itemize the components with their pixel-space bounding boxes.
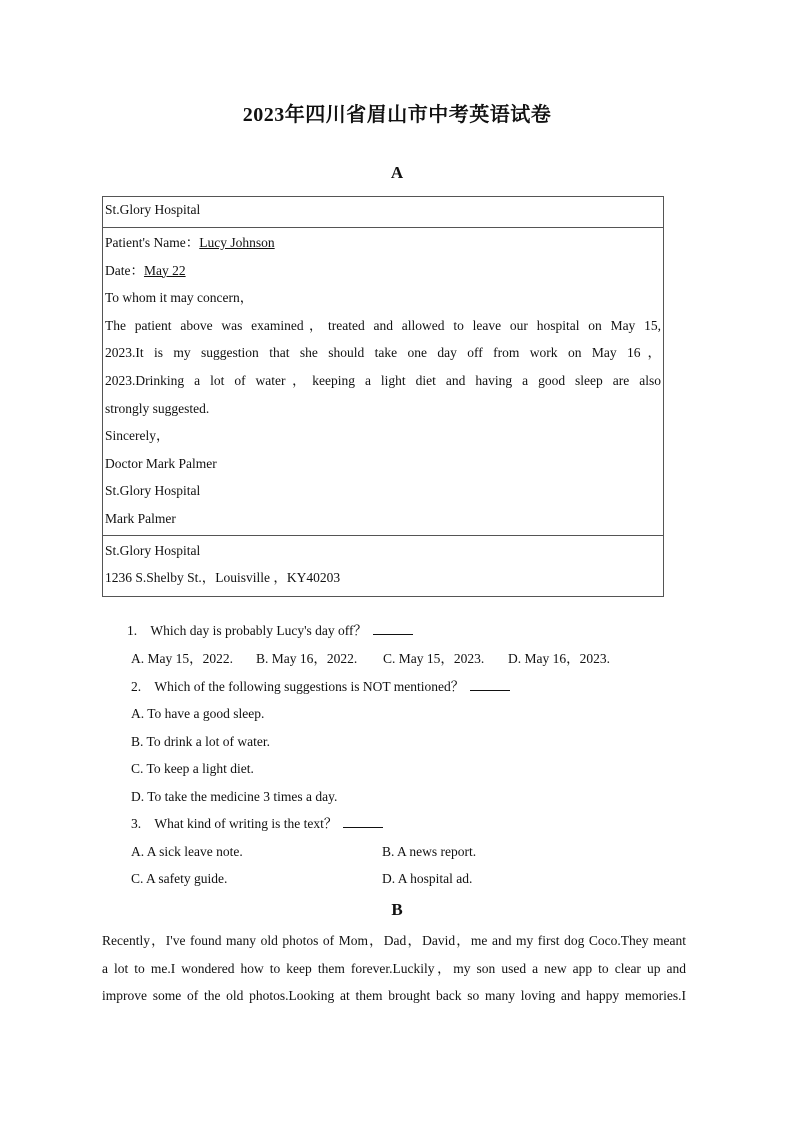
passage-line: Recently，I've found many old photos of Mom，Dad，David，me and my first dog Coco.They meant [102, 933, 686, 948]
answer-blank[interactable] [343, 815, 383, 828]
question-2 [131, 677, 510, 697]
page-title: 2023年四川省眉山市中考英语试卷 [242, 104, 552, 126]
q3-option-d[interactable]: D. A hospital ad. [382, 871, 473, 886]
question-number: 2. [131, 679, 142, 694]
question-text: What kind of writing is the text？ [154, 816, 338, 831]
question-1 [127, 621, 413, 641]
question-text: Which of the following suggestions is NOT mentioned？ [154, 679, 465, 694]
note-body-line: 2023.It is my suggestion that she should take one day off from work on May 16， [105, 345, 661, 361]
signer-org: St.Glory Hospital [105, 483, 201, 499]
q2-option-b[interactable]: B. To drink a lot of water. [131, 734, 271, 749]
patient-name-value: Lucy Johnson [199, 235, 275, 250]
note-body-line: The patient above was examined，treated and allowed to leave our hospital on May 15, [105, 317, 661, 333]
date-label: Date： [105, 262, 144, 278]
hospital-note-box [102, 196, 664, 597]
patient-name-line [105, 229, 661, 257]
footer-name: St.Glory Hospital [105, 542, 201, 558]
q2-option-d[interactable]: D. To take the medicine 3 times a day. [131, 789, 338, 804]
q2-option-a[interactable]: A. To have a good sleep. [131, 706, 265, 721]
question-number: 3. [131, 816, 142, 831]
note-body-line: 2023.Drinking a lot of water，keeping a light diet and having a good sleep are also [105, 372, 661, 388]
q1-option-d[interactable]: D. May 16，2023. [508, 651, 610, 666]
signer: Doctor Mark Palmer [105, 455, 217, 471]
box-footer-cell [103, 536, 663, 596]
footer-address: 1236 S.Shelby St.，Louisville ，KY40203 [105, 570, 341, 586]
passage-line: improve some of the old photos.Looking at them brought back so many loving and happy memories.I [102, 988, 686, 1004]
question-3 [131, 814, 383, 834]
question-text: Which day is probably Lucy's day off？ [150, 623, 368, 638]
q2-option-c[interactable]: C. To keep a light diet. [131, 761, 254, 776]
date-line [105, 257, 661, 285]
date-value: May 22 [143, 262, 186, 278]
q3-option-b[interactable]: B. A news report. [382, 844, 477, 859]
q1-option-c[interactable]: C. May 15，2023. [383, 651, 485, 666]
patient-name-label: Patient's Name： [105, 235, 200, 250]
section-b-heading: B [391, 900, 403, 919]
box-body-cell [103, 228, 663, 536]
signer-name: Mark Palmer [105, 510, 176, 526]
question-number: 1. [127, 623, 138, 638]
answer-blank[interactable] [470, 678, 510, 691]
answer-blank[interactable] [373, 622, 413, 635]
salutation: To whom it may concern， [105, 290, 254, 306]
box-header-cell [103, 197, 663, 228]
q3-option-c[interactable]: C. A safety guide. [131, 871, 228, 886]
q1-option-b[interactable]: B. May 16，2022. [256, 651, 358, 666]
section-b-passage [102, 927, 686, 1010]
note-body-line: strongly suggested. [105, 400, 210, 416]
box-header: St.Glory Hospital [105, 202, 201, 217]
q3-option-a[interactable]: A. A sick leave note. [131, 844, 243, 859]
passage-line: a lot to me.I wondered how to keep them forever.Luckily，my son used a new app to clear up and [102, 960, 686, 976]
section-a-heading: A [390, 163, 404, 182]
q1-option-a[interactable]: A. May 15，2022. [131, 651, 233, 666]
closing: Sincerely， [105, 428, 170, 444]
